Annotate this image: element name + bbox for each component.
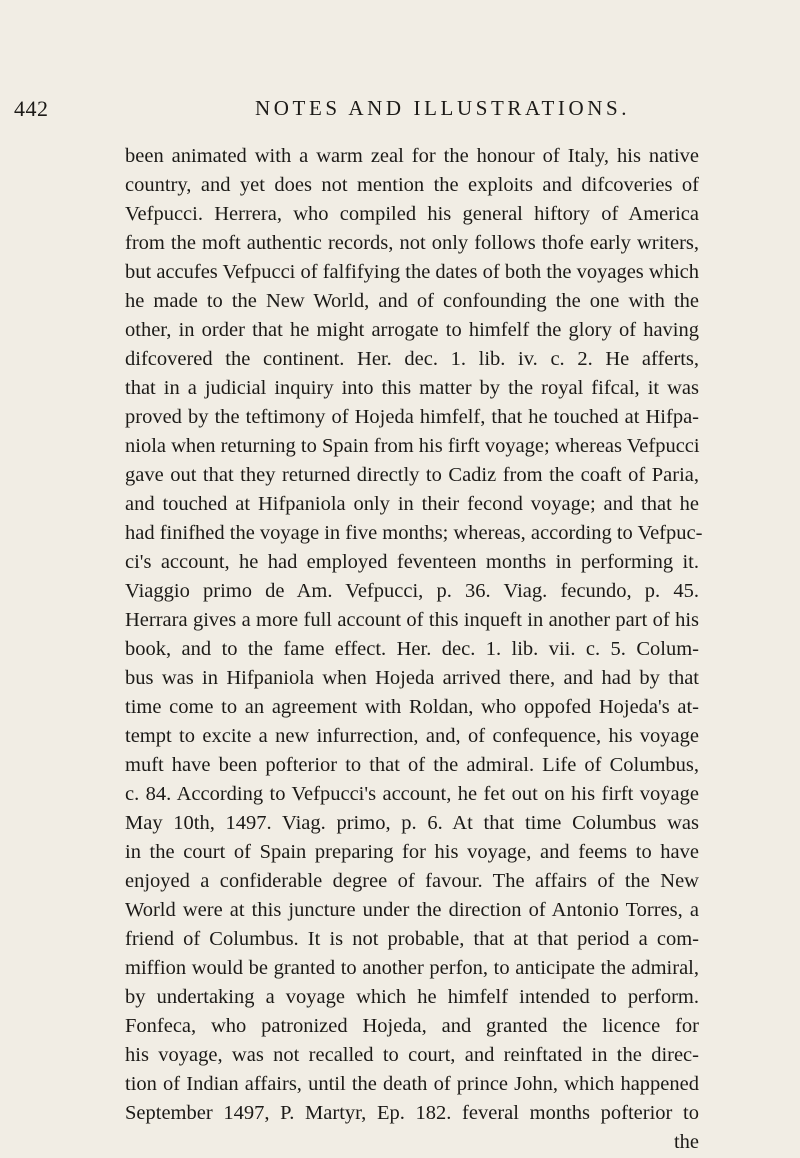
text-line: ci's account, he had employed feventeen months in performing it. [125,551,699,573]
text-line: and touched at Hifpaniola only in their fecond voyage; and that he [125,493,699,515]
text-line: had finifhed the voyage in five months; whereas, according to Vefpuc- [125,522,703,544]
text-line: his voyage, was not recalled to court, and reinftated in the direc- [125,1044,699,1066]
text-line: friend of Columbus. It is not probable, that at that period a com- [125,928,699,950]
running-head: NOTES AND ILLUSTRATIONS. [255,96,631,120]
text-line: proved by the teftimony of Hojeda himfelf, that he touched at Hifpa- [125,406,699,428]
text-line: by undertaking a voyage which he himfelf intended to perform. [125,986,699,1008]
text-line: tion of Indian affairs, until the death of prince John, which happened [125,1073,699,1095]
catchword: the [673,1131,699,1153]
text-line: World were at this juncture under the direction of Antonio Torres, a [125,899,699,921]
text-line: time come to an agreement with Roldan, who oppofed Hojeda's at- [125,696,699,718]
page-number: 442 [14,96,49,121]
text-line: in the court of Spain preparing for his voyage, and feems to have [125,841,699,863]
text-line: Vefpucci. Herrera, who compiled his general hiftory of America [125,203,699,225]
text-line: niola when returning to Spain from his firft voyage; whereas Vefpucci [125,435,700,457]
text-line: that in a judicial inquiry into this matter by the royal fifcal, it was [125,377,699,399]
text-line: he made to the New World, and of confounding the one with the [125,290,699,312]
text-line: been animated with a warm zeal for the honour of Italy, his native [125,145,699,167]
text-line: miffion would be granted to another perfon, to anticipate the admiral, [125,957,699,979]
text-line: muft have been pofterior to that of the admiral. Life of Columbus, [125,754,699,776]
text-line: May 10th, 1497. Viag. primo, p. 6. At that time Columbus was [125,812,699,834]
text-line: Herrara gives a more full account of this inqueft in another part of his [125,609,699,631]
text-line: Viaggio primo de Am. Vefpucci, p. 36. Viag. fecundo, p. 45. [125,580,699,602]
text-line: September 1497, P. Martyr, Ep. 182. feveral months pofterior to [125,1102,699,1124]
text-line: book, and to the fame effect. Her. dec. 1. lib. vii. c. 5. Colum- [125,638,699,660]
text-line: other, in order that he might arrogate to himfelf the glory of having [125,319,699,341]
text-line: from the moft authentic records, not only follows thofe early writers, [125,232,699,254]
text-line: gave out that they returned directly to Cadiz from the coaft of Paria, [125,464,699,486]
text-line: country, and yet does not mention the exploits and difcoveries of [125,174,699,196]
text-line: enjoyed a confiderable degree of favour. The affairs of the New [125,870,699,892]
text-line: bus was in Hifpaniola when Hojeda arrived there, and had by that [125,667,699,689]
text-line: c. 84. According to Vefpucci's account, he fet out on his firft voyage [125,783,699,805]
text-line: difcovered the continent. Her. dec. 1. lib. iv. c. 2. He afferts, [125,348,699,370]
text-line: Fonfeca, who patronized Hojeda, and granted the licence for [125,1015,699,1037]
text-line: tempt to excite a new infurrection, and, of confequence, his voyage [125,725,699,747]
text-line: but accufes Vefpucci of falfifying the dates of both the voyages which [125,261,699,283]
